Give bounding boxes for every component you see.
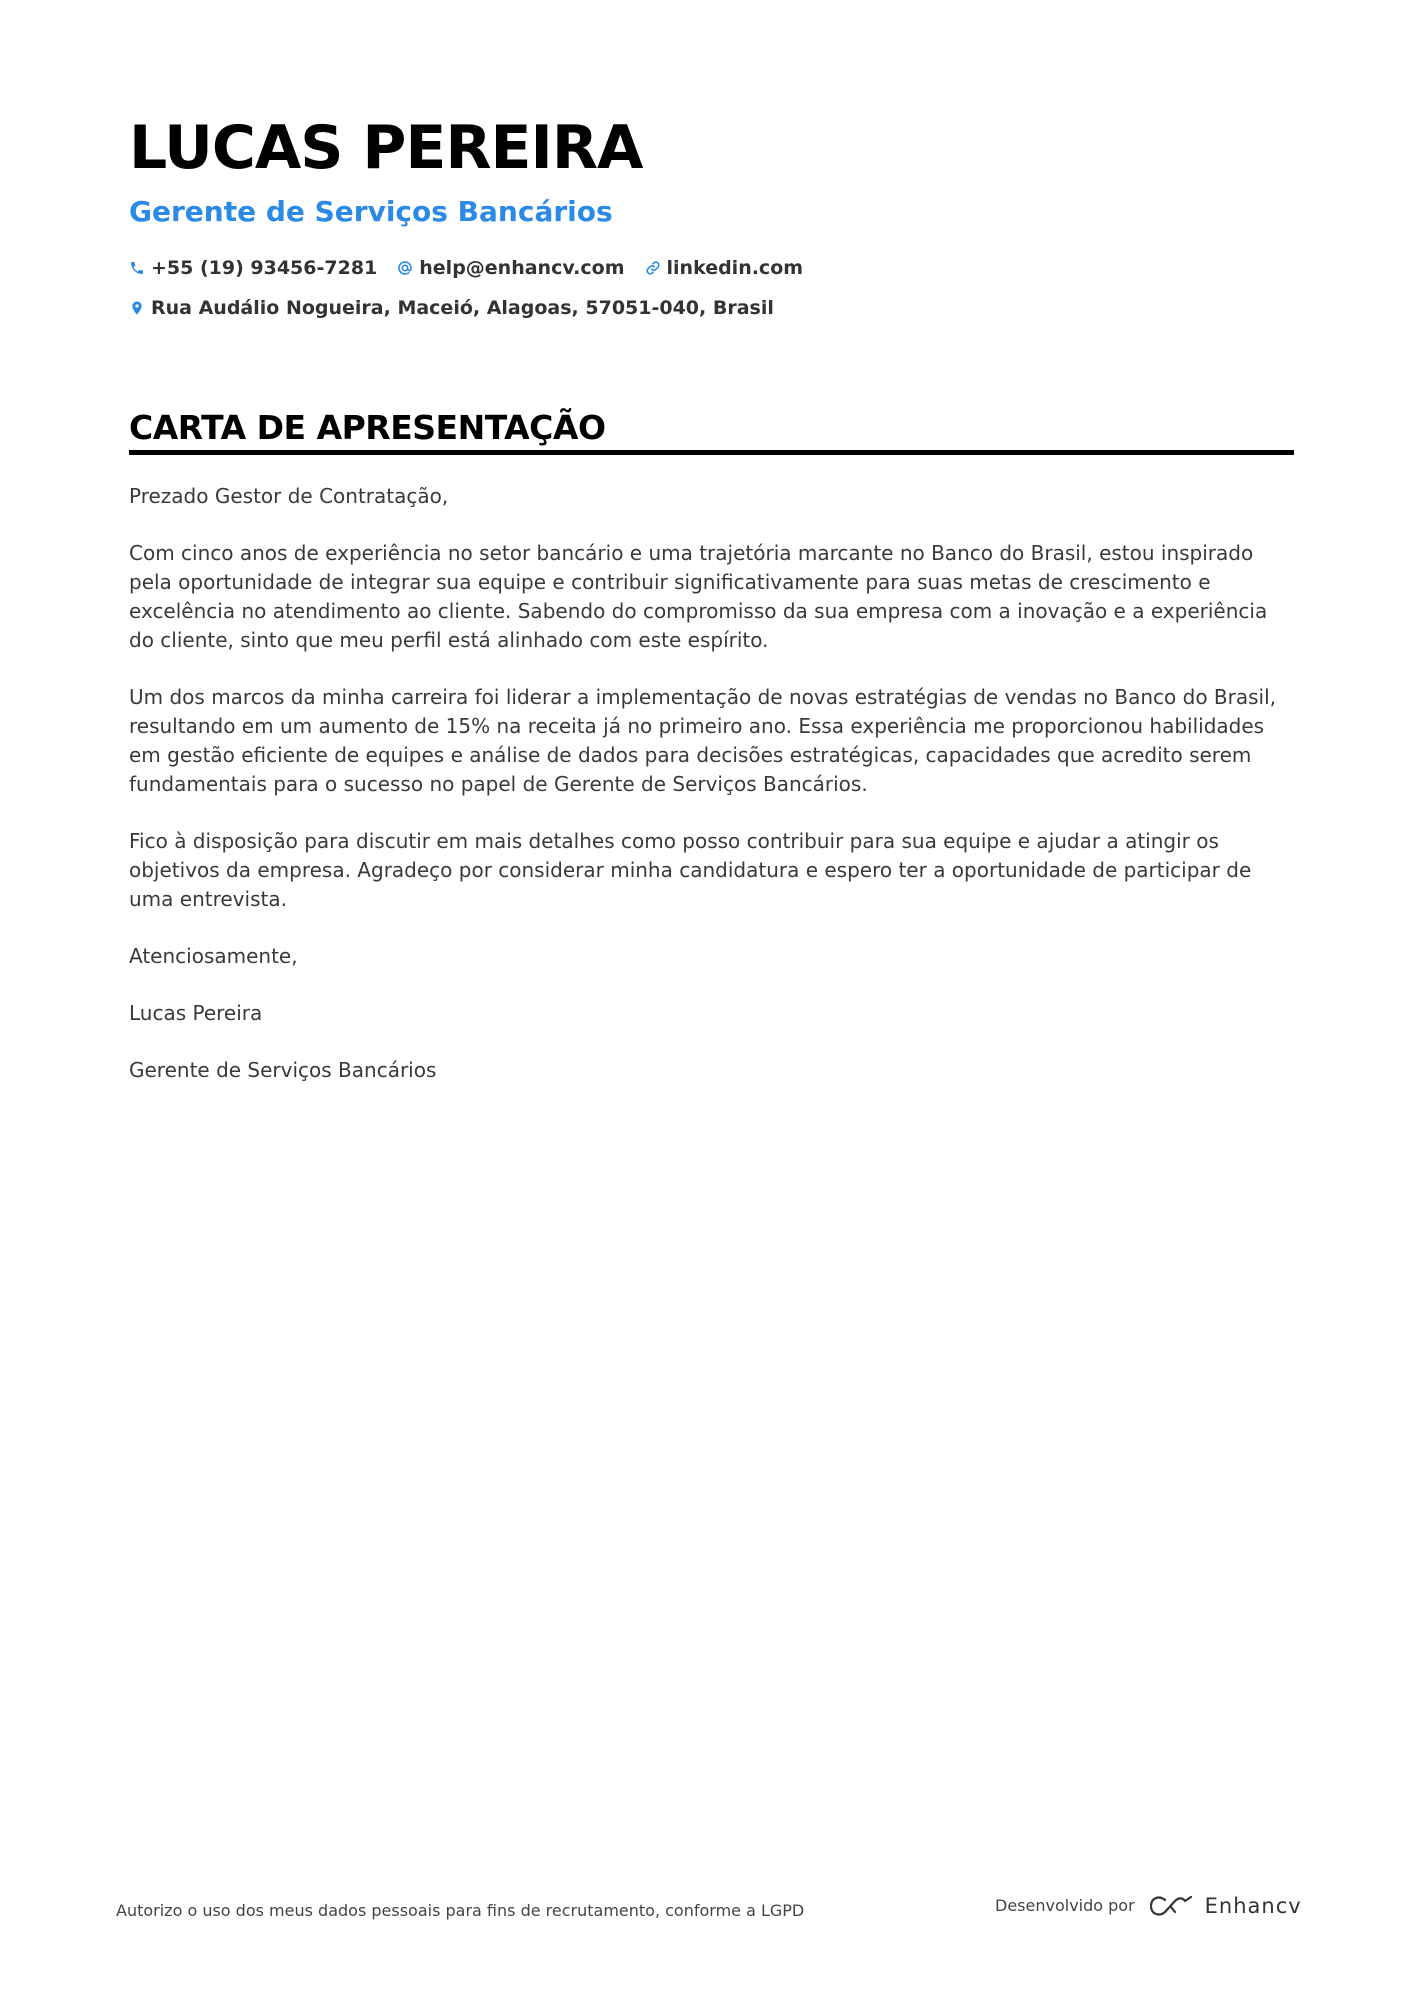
contact-phone — [129, 254, 377, 282]
candidate-name: LUCAS PEREIRA — [129, 113, 643, 183]
letter-paragraph-3: Fico à disposição para discutir em mais detalhes como posso contribuir para sua equipe e ajudar a atingir os objetivos da empresa. Agradeço por considerar minha candidatura e espero ter a oportunidade de participar de uma entrevista. — [129, 829, 1252, 911]
letter-paragraph-1: Com cinco anos de experiência no setor bancário e uma trajetória marcante no Banco do Brasil, estou inspirado pela oportunidade de integrar sua equipe e contribuir significativamente para suas metas de crescimento e excelência no atendimento ao cliente. Sabendo do compromisso da sua empresa com a inovação e a experiência do cliente, sinto que meu perfil está alinhado com este espírito. — [129, 541, 1268, 652]
infinity-logo-icon — [1147, 1893, 1195, 1919]
phone-number: +55 (19) 93456-7281 — [151, 257, 378, 279]
contact-email — [397, 254, 624, 282]
letter-greeting: Prezado Gestor de Contratação, — [129, 484, 449, 508]
section-title: CARTA DE APRESENTAÇÃO — [129, 408, 606, 447]
at-icon — [397, 260, 413, 276]
address-row — [129, 294, 794, 322]
section-divider — [129, 450, 1294, 455]
powered-by-label: Desenvolvido por — [995, 1896, 1135, 1915]
signature-name: Lucas Pereira — [129, 1001, 263, 1025]
location-pin-icon — [129, 300, 145, 316]
job-title: Gerente de Serviços Bancários — [129, 195, 613, 228]
letter-paragraph-2: Um dos marcos da minha carreira foi liderar a implementação de novas estratégias de vendas no Banco do Brasil, resultando em um aumento de 15% na receita já no primeiro ano. Essa experiência me proporcionou habilidades em gestão eficiente de equipes e análise de dados para decisões estratégicas, capacidades que acredito serem fundamentais para o sucesso no papel de Gerente de Serviços Bancários. — [129, 685, 1277, 796]
letter-closing: Atenciosamente, — [129, 944, 298, 968]
brand-name: Enhancv — [1204, 1894, 1302, 1918]
email-address[interactable]: help@enhancv.com — [419, 257, 625, 279]
footer-consent: Autorizo o uso dos meus dados pessoais para fins de recrutamento, conforme a LGPD — [116, 1901, 805, 1920]
contact-address — [129, 294, 774, 322]
address: Rua Audálio Nogueira, Maceió, Alagoas, 57051-040, Brasil — [151, 297, 774, 319]
footer-brand[interactable] — [995, 1893, 1302, 1919]
contact-row — [129, 254, 823, 282]
website-link[interactable]: linkedin.com — [666, 257, 804, 279]
contact-website — [645, 254, 804, 282]
link-icon — [645, 260, 661, 276]
brand-logo — [1147, 1893, 1302, 1919]
signature-title: Gerente de Serviços Bancários — [129, 1058, 437, 1082]
letter-body — [129, 482, 1294, 1113]
phone-icon — [129, 260, 145, 276]
